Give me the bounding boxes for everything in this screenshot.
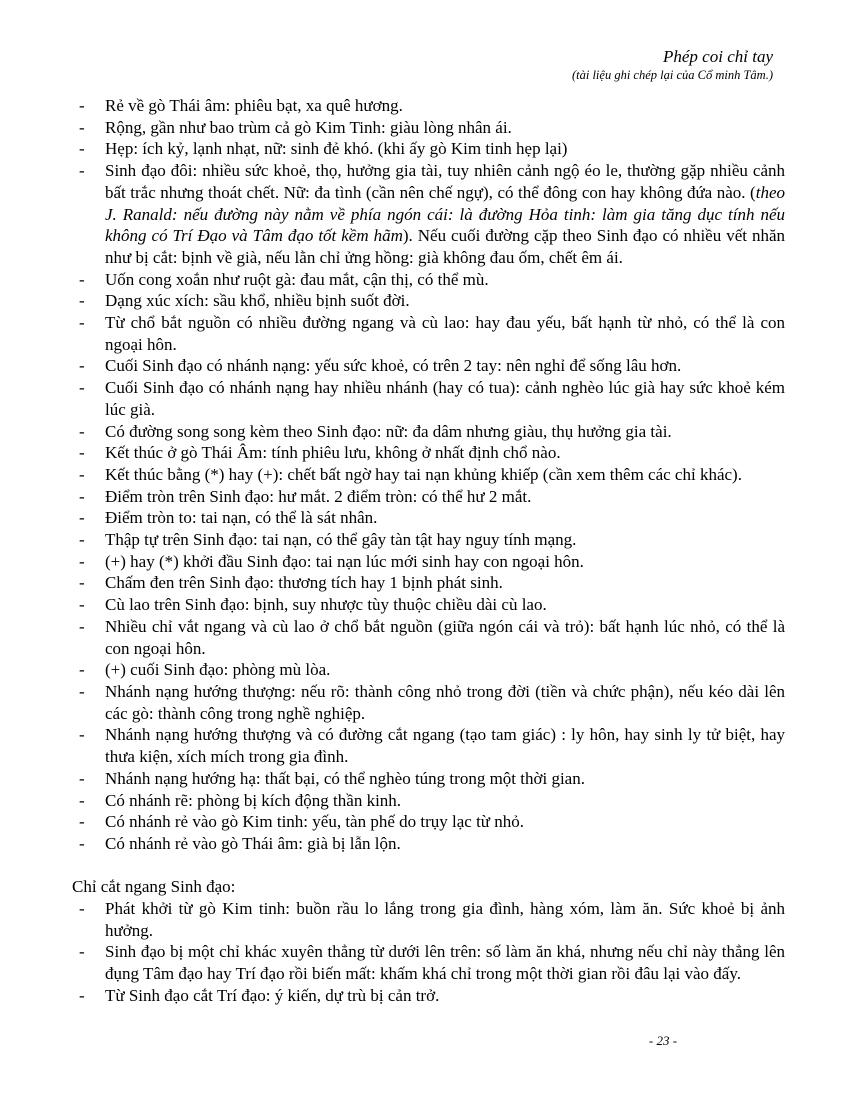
bullet-dash: - bbox=[79, 421, 85, 441]
list-item bbox=[72, 768, 785, 790]
list-item bbox=[72, 941, 785, 984]
list-item-text: Điểm tròn trên Sinh đạo: hư mắt. 2 điểm tròn: có thể hư 2 mắt. bbox=[105, 486, 532, 506]
document-subtitle: (tài liệu ghi chép lại của Cổ minh Tâm.) bbox=[571, 68, 773, 82]
list-item-text: Kết thúc bằng (*) hay (+): chết bất ngờ hay tai nạn khủng khiếp (cần xem thêm các chỉ khác). bbox=[105, 464, 742, 484]
list-item-text: Phát khởi từ gò Kim tinh: buồn rầu lo lắng trong gia đình, hàng xóm, làm ăn. Sức khoẻ bị ảnh hưởng. bbox=[105, 899, 785, 940]
list-item-text: Kết thúc ở gò Thái Âm: tính phiêu lưu, không ở nhất định chổ nào. bbox=[105, 443, 561, 463]
bullet-dash: - bbox=[79, 725, 85, 745]
list-item-text: (+) hay (*) khởi đầu Sinh đạo: tai nạn lúc mới sinh hay con ngoại hôn. bbox=[105, 551, 584, 571]
list-item-text: Có đường song song kèm theo Sinh đạo: nữ: đa dâm nhưng giàu, thụ hưởng gia tài. bbox=[105, 421, 672, 441]
list-item-text: (+) cuối Sinh đạo: phòng mù lòa. bbox=[105, 660, 331, 680]
list-item bbox=[72, 355, 785, 377]
bullet-list-sinh-dao bbox=[72, 95, 785, 855]
bullet-dash: - bbox=[79, 530, 85, 550]
list-item-text: Điểm tròn to: tai nạn, có thể là sát nhân. bbox=[105, 508, 378, 528]
list-item bbox=[72, 377, 785, 420]
page-header bbox=[72, 46, 773, 83]
bullet-dash: - bbox=[79, 768, 85, 788]
list-item bbox=[72, 833, 785, 855]
bullet-dash: - bbox=[79, 660, 85, 680]
list-item bbox=[72, 464, 785, 486]
bullet-dash: - bbox=[79, 942, 85, 962]
bullet-dash: - bbox=[79, 139, 85, 159]
list-item bbox=[72, 290, 785, 312]
list-item bbox=[72, 616, 785, 659]
list-item-text: Thập tự trên Sinh đạo: tai nạn, có thể gây tàn tật hay nguy tính mạng. bbox=[105, 530, 577, 550]
list-item-text: Sinh đạo đôi: nhiều sức khoẻ, thọ, hưởng gia tài, tuy nhiên cảnh ngộ éo le, thường gặp nhiều cảnh bất trắc nhưng thoát chết. Nữ: đa tình (cần nên chế ngự), có thể đông con hay không đứa nào. (theo J. Ranald: nếu đường này nằm về phía ngón cái: là đường Hỏa tinh: làm gia tăng dục tính nếu không có Trí Đạo và Tâm đạo tốt kềm hãm). Nếu cuối đường cặp theo Sinh đạo có nhiều vết nhăn như bị cắt: bịnh về già, nếu lằn chỉ ửng hồng: già không đau ốm, chết êm ái. bbox=[105, 161, 785, 267]
list-item bbox=[72, 811, 785, 833]
section-chi-cat-ngang bbox=[72, 876, 785, 1006]
list-item bbox=[72, 898, 785, 941]
document-title: Phép coi chỉ tay bbox=[663, 47, 773, 66]
document-body bbox=[72, 95, 785, 1007]
list-item bbox=[72, 790, 785, 812]
list-item bbox=[72, 269, 785, 291]
bullet-dash: - bbox=[79, 161, 85, 181]
list-item-text: Có nhánh rẻ vào gò Thái âm: già bị lẫn lộn. bbox=[105, 833, 401, 853]
list-item-text: Cuối Sinh đạo có nhánh nạng hay nhiều nhánh (hay có tua): cảnh nghèo lúc già hay sức khoẻ kém lúc già. bbox=[105, 378, 785, 419]
bullet-dash: - bbox=[79, 508, 85, 528]
list-item bbox=[72, 442, 785, 464]
list-item bbox=[72, 95, 785, 117]
list-item bbox=[72, 724, 785, 767]
bullet-dash: - bbox=[79, 96, 85, 115]
list-item bbox=[72, 985, 785, 1007]
page-number: - 23 - bbox=[648, 1033, 678, 1048]
bullet-dash: - bbox=[79, 985, 85, 1005]
section-sinh-dao-markings bbox=[72, 95, 785, 855]
list-item bbox=[72, 681, 785, 724]
list-item bbox=[72, 486, 785, 508]
list-item-text: Hẹp: ích kỷ, lạnh nhạt, nữ: sinh đẻ khó. (khi ấy gò Kim tinh hẹp lại) bbox=[105, 139, 568, 159]
list-item-text: Rộng, gần như bao trùm cả gò Kim Tinh: giàu lòng nhân ái. bbox=[105, 117, 512, 137]
list-item bbox=[72, 312, 785, 355]
list-item-text: Nhánh nạng hướng hạ: thất bại, có thể nghèo túng trong một thời gian. bbox=[105, 768, 585, 788]
page-footer bbox=[598, 1033, 728, 1049]
bullet-dash: - bbox=[79, 551, 85, 571]
section-heading: Chỉ cắt ngang Sinh đạo: bbox=[72, 877, 236, 897]
list-item-text: Có nhánh rẻ vào gò Kim tinh: yếu, tàn phế do trụy lạc từ nhỏ. bbox=[105, 812, 525, 832]
bullet-dash: - bbox=[79, 356, 85, 376]
bullet-dash: - bbox=[79, 464, 85, 484]
list-item bbox=[72, 529, 785, 551]
list-item bbox=[72, 138, 785, 160]
list-item-text: Rẻ về gò Thái âm: phiêu bạt, xa quê hương. bbox=[105, 96, 403, 115]
bullet-dash: - bbox=[79, 486, 85, 506]
list-item bbox=[72, 507, 785, 529]
bullet-dash: - bbox=[79, 573, 85, 593]
bullet-dash: - bbox=[79, 378, 85, 398]
list-item-text: Nhánh nạng hướng thượng: nếu rõ: thành công nhỏ trong đời (tiền và chức phận), nếu kéo dài lên các gò: thành công trong nghề nghiệp. bbox=[105, 681, 785, 723]
bullet-dash: - bbox=[79, 269, 85, 289]
bullet-dash: - bbox=[79, 595, 85, 615]
bullet-dash: - bbox=[79, 117, 85, 137]
list-item bbox=[72, 421, 785, 443]
list-item-text: Chấm đen trên Sinh đạo: thương tích hay 1 bịnh phát sinh. bbox=[105, 573, 503, 593]
list-item bbox=[72, 117, 785, 139]
list-item-text: Cù lao trên Sinh đạo: bịnh, suy nhược tùy thuộc chiều dài cù lao. bbox=[105, 595, 547, 615]
list-item-text: Từ chổ bắt nguồn có nhiều đường ngang và cù lao: hay đau yếu, bất hạnh từ nhỏ, có thể là con ngoại hôn. bbox=[105, 313, 785, 354]
bullet-dash: - bbox=[79, 790, 85, 810]
list-item bbox=[72, 551, 785, 573]
bullet-dash: - bbox=[79, 812, 85, 832]
bullet-dash: - bbox=[79, 833, 85, 853]
bullet-dash: - bbox=[79, 313, 85, 333]
list-item-text: Nhiều chỉ vắt ngang và cù lao ở chổ bắt nguồn (giữa ngón cái và trỏ): bất hạnh lúc nhỏ, có thể là con ngoại hôn. bbox=[105, 616, 785, 658]
list-item-text: Uốn cong xoắn như ruột gà: đau mắt, cận thị, có thể mù. bbox=[105, 269, 489, 289]
bullet-dash: - bbox=[79, 291, 85, 311]
bullet-dash: - bbox=[79, 616, 85, 636]
list-item-text: Cuối Sinh đạo có nhánh nạng: yếu sức khoẻ, có trên 2 tay: nên nghỉ để sống lâu hơn. bbox=[105, 356, 682, 376]
bullet-dash: - bbox=[79, 899, 85, 918]
list-item bbox=[72, 594, 785, 616]
list-item-text: Dạng xúc xích: sầu khổ, nhiều bịnh suốt đời. bbox=[105, 291, 410, 311]
list-item bbox=[72, 160, 785, 269]
bullet-dash: - bbox=[79, 443, 85, 463]
list-item-text: Có nhánh rẽ: phòng bị kích động thần kinh. bbox=[105, 790, 402, 810]
bullet-list-chi-cat-ngang bbox=[72, 898, 785, 1007]
bullet-dash: - bbox=[79, 681, 85, 701]
list-item-text: Sinh đạo bị một chỉ khác xuyên thẳng từ dưới lên trên: số làm ăn khá, nhưng nếu chỉ này thẳng lên đụng Tâm đạo hay Trí đạo rồi biến mất: khấm khá chỉ trong một thời gian rồi đâu lại vào đấy. bbox=[105, 942, 785, 984]
list-item bbox=[72, 572, 785, 594]
list-item bbox=[72, 659, 785, 681]
document-content bbox=[72, 46, 785, 1007]
list-item-text: Nhánh nạng hướng thượng và có đường cắt ngang (tạo tam giác) : ly hôn, hay sinh ly tử biệt, hay thưa kiện, xích mích trong gia đình. bbox=[105, 725, 785, 767]
list-item-text: Từ Sinh đạo cắt Trí đạo: ý kiến, dự trù bị cản trở. bbox=[105, 985, 440, 1005]
